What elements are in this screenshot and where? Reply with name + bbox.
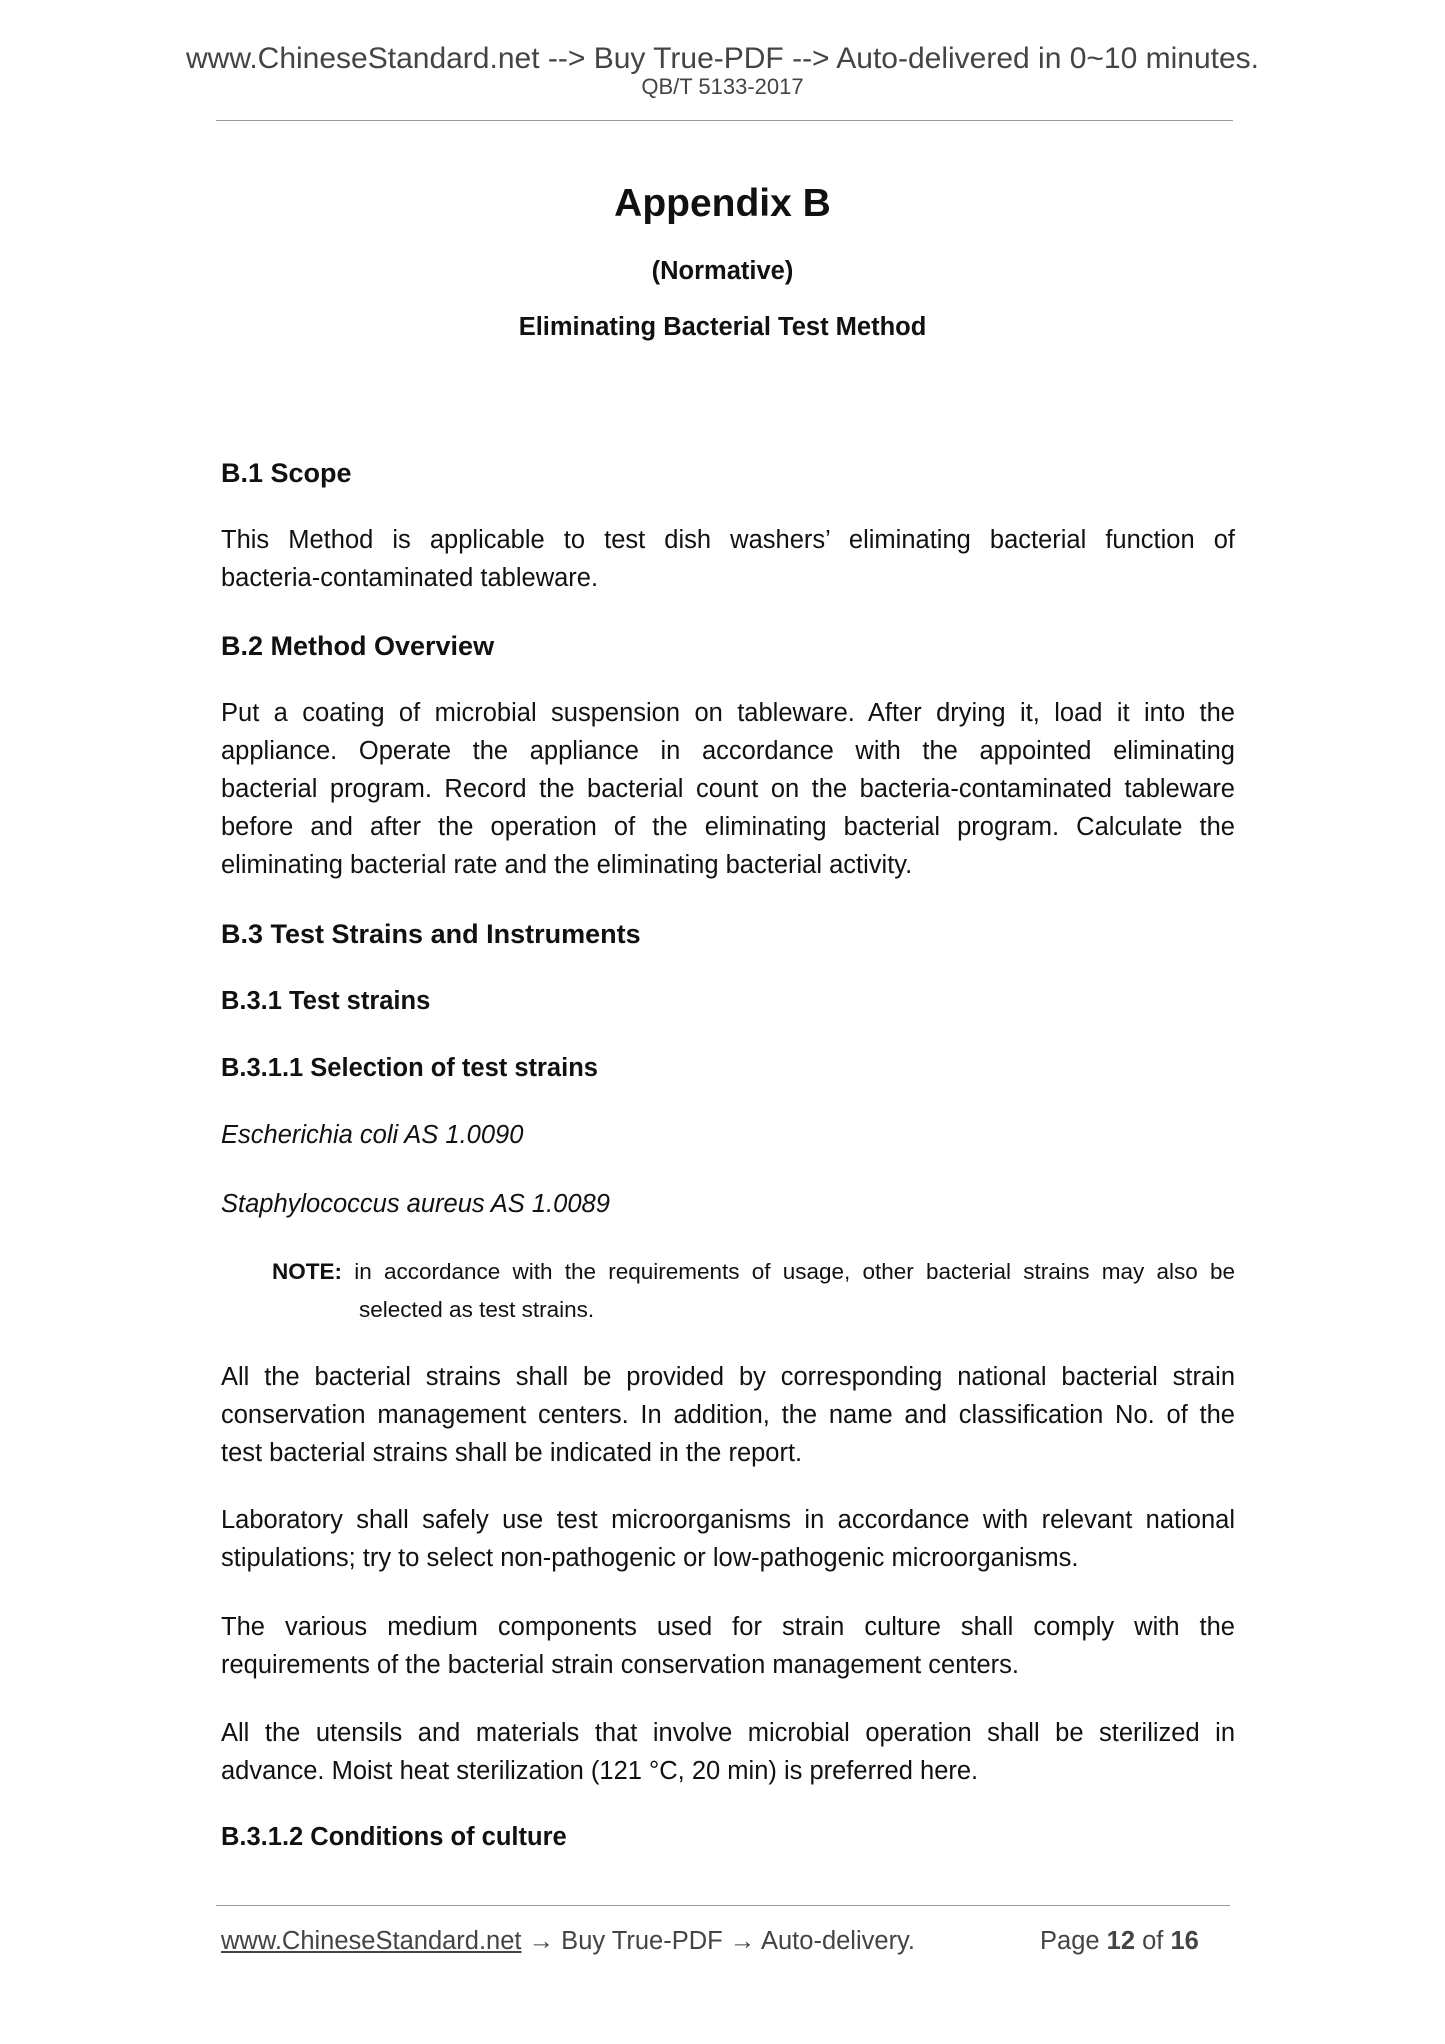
paragraph-line: advance. Moist heat sterilization (121 °C, 20 min) is preferred here. [221, 1757, 979, 1785]
section-b312-heading: B.3.1.2 Conditions of culture [221, 1823, 567, 1851]
paragraph-line: Laboratory shall safely use test microorganisms in accordance with relevant national [221, 1506, 1235, 1534]
page-total: 16 [1170, 1927, 1199, 1955]
paragraph-line: This Method is applicable to test dish washers’ eliminating bacterial function of [221, 526, 1235, 554]
section-b3-heading: B.3 Test Strains and Instruments [221, 919, 641, 949]
paragraph-line: Put a coating of microbial suspension on tableware. After drying it, load it into the [221, 699, 1235, 727]
header-banner: www.ChineseStandard.net --> Buy True-PDF --> Auto-delivered in 0~10 minutes. [185, 42, 1260, 75]
note-line: NOTE: in accordance with the requirements of usage, other bacterial strains may also be [272, 1259, 1235, 1284]
section-b2-heading: B.2 Method Overview [221, 631, 495, 661]
note-label: NOTE: [272, 1259, 342, 1284]
paragraph-line: requirements of the bacterial strain conservation management centers. [221, 1651, 1019, 1679]
standard-number: QB/T 5133-2017 [641, 74, 804, 99]
paragraph-line: conservation management centers. In addition, the name and classification No. of the [221, 1401, 1235, 1429]
page-current: 12 [1106, 1927, 1136, 1955]
paragraph-line: test bacterial strains shall be indicated in the report. [221, 1439, 803, 1467]
b1-paragraph [221, 521, 1235, 597]
b2-paragraph [221, 694, 1235, 884]
paragraph-line: eliminating bacterial rate and the eliminating bacterial activity. [221, 851, 913, 879]
paragraph-line: All the utensils and materials that involve microbial operation shall be sterilized in [221, 1719, 1235, 1747]
footer-link[interactable]: www.ChineseStandard.net [221, 1927, 522, 1955]
paragraph-line: bacteria-contaminated tableware. [221, 564, 599, 592]
footer-divider [216, 1905, 1230, 1906]
page-indicator: Page 12 of 16 [1040, 1927, 1199, 1955]
paragraph-line: stipulations; try to select non-pathogenic or low-pathogenic microorganisms. [221, 1544, 1079, 1572]
strain-ecoli: Escherichia coli AS 1.0090 [221, 1121, 524, 1149]
section-b311-heading: B.3.1.1 Selection of test strains [221, 1054, 598, 1082]
footer-promo [221, 1922, 915, 1960]
appendix-type: (Normative) [651, 257, 794, 285]
header-divider [216, 120, 1233, 121]
laboratory-paragraph [221, 1501, 1235, 1577]
note-line: selected as test strains. [359, 1297, 595, 1322]
appendix-title: Appendix B [614, 182, 831, 225]
medium-paragraph [221, 1608, 1235, 1684]
paragraph-line: The various medium components used for strain culture shall comply with the [221, 1613, 1235, 1641]
section-b1-heading: B.1 Scope [221, 458, 352, 488]
strain-saureus: Staphylococcus aureus AS 1.0089 [221, 1190, 610, 1218]
note [272, 1253, 1235, 1329]
section-b31-heading: B.3.1 Test strains [221, 987, 431, 1015]
utensils-paragraph [221, 1714, 1235, 1790]
paragraph-line: All the bacterial strains shall be provided by corresponding national bacterial strain [221, 1363, 1235, 1391]
paragraph-line: bacterial program. Record the bacterial count on the bacteria-contaminated tableware [221, 775, 1235, 803]
appendix-subtitle: Eliminating Bacterial Test Method [518, 313, 927, 341]
paragraph-line: before and after the operation of the eliminating bacterial program. Calculate the [221, 813, 1235, 841]
paragraph-line: appliance. Operate the appliance in accordance with the appointed eliminating [221, 737, 1235, 765]
footer-promo-text: → Buy True-PDF → Auto-delivery. [521, 1927, 915, 1955]
strains-provided-paragraph [221, 1358, 1235, 1472]
